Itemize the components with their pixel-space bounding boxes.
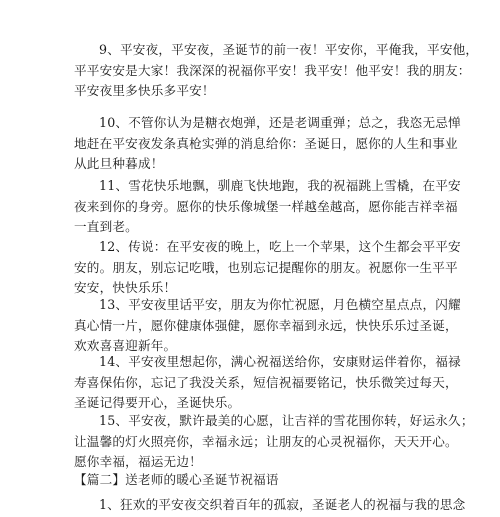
text-line: 愿你幸福，福运无边！ (74, 454, 202, 469)
text-line: 10、不管你认为是糖衣炮弹，还是老调重弹；总之，我恣无忌惮 (99, 115, 461, 130)
text-line: 让温馨的灯火照亮你，幸福永远；让朋友的心灵祝福你，天天开心。 (74, 433, 458, 449)
text-line: 从此旦种暮成！ (74, 156, 164, 171)
paragraph-13 (74, 295, 461, 357)
paragraph-10 (74, 113, 461, 175)
text-line: 地赶在平安夜发条真枪实弹的消息给你：圣诞日，愿你的人生和事业 (74, 135, 458, 151)
text-line: 平安夜里多快乐多平安！ (74, 83, 215, 98)
text-line: 11、雪花快乐地飘，驯鹿飞快地跑，我的祝福跳上雪橇，在平安 (99, 178, 461, 193)
section-heading: 【篇二】送老师的暖心圣诞节祝福语 (74, 472, 279, 487)
text-line: 一直到老。 (74, 219, 138, 234)
text-line: 欢欢喜喜迎新年。 (74, 338, 177, 353)
paragraph-next-section (74, 495, 466, 516)
text-line: 安的。朋友，别忘记吃哦，也别忘记提醒你的朋友。祝愿你一生平平 (74, 259, 458, 275)
paragraph-14 (74, 352, 461, 414)
text-line: 1、狂欢的平安夜交织着百年的孤寂，圣诞老人的祝福与我的思念 (99, 497, 466, 512)
text-line: 14、平安夜里想起你，满心祝福送给你，安康财运伴着你，福禄 (99, 354, 461, 369)
text-line: 圣诞记得要开心，圣诞快乐。 (74, 395, 241, 410)
paragraph-12 (74, 237, 461, 299)
text-line: 寿喜保佑你，忘记了我没关系，短信祝福要铭记，快乐微笑过每天， (74, 374, 458, 390)
paragraph-9 (74, 40, 479, 102)
text-line: 13、平安夜里话平安，朋友为你忙祝愿，月色横空星点点，闪耀 (99, 297, 461, 312)
text-line: 夜来到你的身旁。愿你的快乐像城堡一样越垒越高，愿你能吉祥幸福 (74, 198, 458, 214)
text-line: 真心情一片，愿你健康体强健，愿你幸福到永远，快快乐乐过圣诞， (74, 317, 458, 333)
text-line: 12、传说：在平安夜的晚上，吃上一个苹果，这个生都会平平安 (99, 239, 461, 254)
text-line: 安安，快快乐乐！ (74, 280, 177, 295)
text-line: 平平安安是大家！我深深的祝福你平安！我平安！他平安！我的朋友： (74, 62, 471, 78)
paragraph-15 (74, 411, 474, 473)
paragraph-11 (74, 176, 461, 238)
text-line: 9、平安夜，平安夜，圣诞节的前一夜！平安你，平俺我，平安他， (99, 42, 479, 57)
text-line: 15、平安夜，默许最美的心愿，让吉祥的雪花围你转，好运永久； (99, 413, 474, 428)
